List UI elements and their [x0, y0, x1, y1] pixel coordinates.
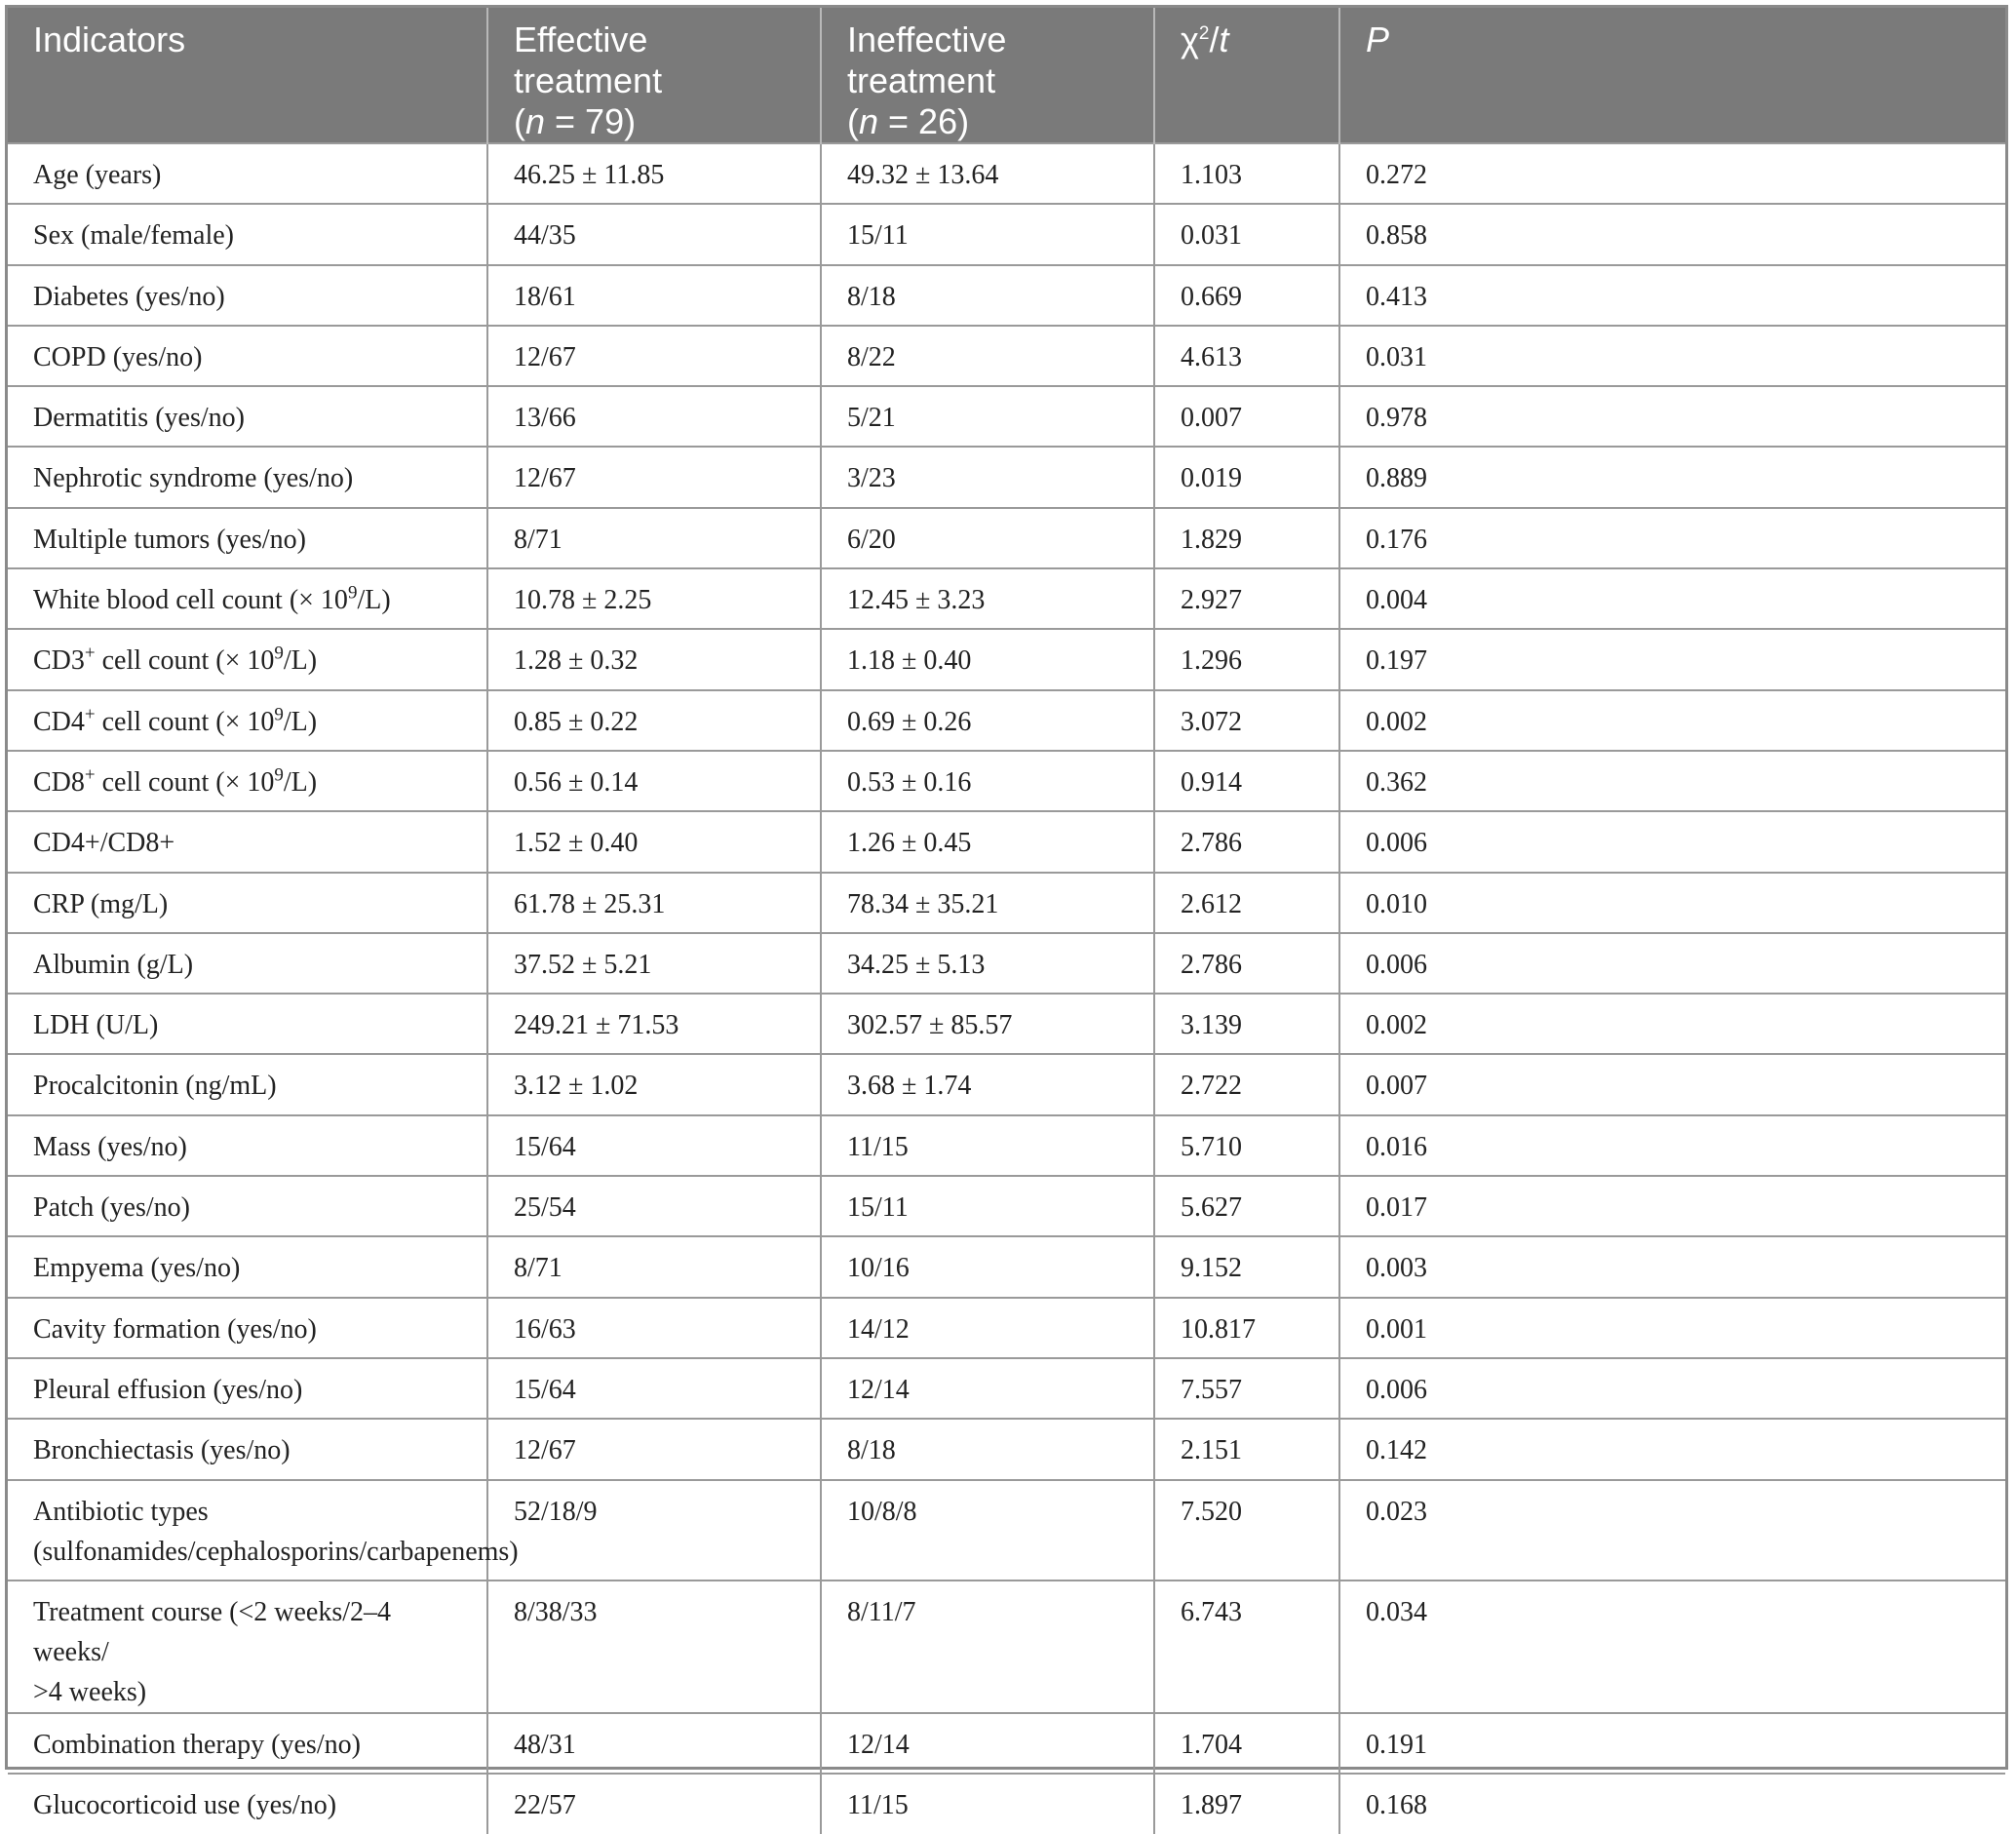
- cell-p-value: 0.006: [1339, 1358, 2005, 1419]
- cell-indicator: Albumin (g/L): [8, 933, 487, 994]
- cell-statistic: 0.669: [1154, 265, 1339, 326]
- cell-ineffective: 8/18: [821, 1419, 1154, 1479]
- data-table-container: [5, 5, 2008, 1820]
- cell-indicator: Combination therapy (yes/no): [8, 1713, 487, 1774]
- table-row: [8, 690, 2005, 751]
- cell-indicator: Sex (male/female): [8, 204, 487, 264]
- cell-effective: 8/71: [487, 1236, 821, 1297]
- cell-indicator: Nephrotic syndrome (yes/no): [8, 447, 487, 507]
- cell-ineffective: 6/20: [821, 508, 1154, 568]
- cell-effective: 18/61: [487, 265, 821, 326]
- cell-statistic: 7.557: [1154, 1358, 1339, 1419]
- cell-p-value: 0.889: [1339, 447, 2005, 507]
- table-body: [8, 143, 2005, 1834]
- table-row: [8, 1236, 2005, 1297]
- cell-statistic: 0.031: [1154, 204, 1339, 264]
- cell-ineffective: 11/15: [821, 1774, 1154, 1834]
- table-row: [8, 1176, 2005, 1236]
- cell-effective: 48/31: [487, 1713, 821, 1774]
- cell-indicator: CD4+ cell count (× $10^9/L$): [8, 690, 487, 751]
- header-effective-treatment: Effective treatment (n = 79): [487, 8, 821, 143]
- table-row: [8, 933, 2005, 994]
- cell-statistic: 0.914: [1154, 751, 1339, 811]
- cell-p-value: 0.010: [1339, 873, 2005, 933]
- cell-effective: 37.52 ± 5.21: [487, 933, 821, 994]
- table-row: [8, 1115, 2005, 1176]
- cell-effective: 12/67: [487, 326, 821, 386]
- cell-ineffective: 49.32 ± 13.64: [821, 143, 1154, 204]
- cell-effective: 15/64: [487, 1115, 821, 1176]
- cell-p-value: 0.004: [1339, 568, 2005, 629]
- cell-ineffective: 14/12: [821, 1298, 1154, 1358]
- cell-effective: 8/71: [487, 508, 821, 568]
- cell-statistic: 1.296: [1154, 629, 1339, 689]
- table-row: [8, 568, 2005, 629]
- cell-p-value: 0.017: [1339, 1176, 2005, 1236]
- header-ineffective-treatment: Ineffective treatment (n = 26): [821, 8, 1154, 143]
- table-row: [8, 1774, 2005, 1834]
- cell-indicator: Bronchiectasis (yes/no): [8, 1419, 487, 1479]
- cell-indicator: White blood cell count (× $10^9/L$): [8, 568, 487, 629]
- cell-ineffective: 12/14: [821, 1358, 1154, 1419]
- header-row: [8, 8, 2005, 143]
- cell-p-value: 0.023: [1339, 1480, 2005, 1580]
- cell-indicator: Diabetes (yes/no): [8, 265, 487, 326]
- cell-statistic: 2.786: [1154, 933, 1339, 994]
- cell-indicator: Multiple tumors (yes/no): [8, 508, 487, 568]
- cell-ineffective: 10/16: [821, 1236, 1154, 1297]
- cell-p-value: 0.197: [1339, 629, 2005, 689]
- cell-ineffective: 78.34 ± 35.21: [821, 873, 1154, 933]
- cell-ineffective: 15/11: [821, 204, 1154, 264]
- cell-statistic: 6.743: [1154, 1580, 1339, 1713]
- cell-effective: 1.28 ± 0.32: [487, 629, 821, 689]
- cell-statistic: 0.007: [1154, 386, 1339, 447]
- cell-indicator: Treatment course (<2 weeks/2–4 weeks/ >4 weeks): [8, 1580, 487, 1713]
- cell-indicator: Pleural effusion (yes/no): [8, 1358, 487, 1419]
- cell-indicator: CRP (mg/L): [8, 873, 487, 933]
- cell-ineffective: 302.57 ± 85.57: [821, 994, 1154, 1054]
- cell-indicator: Mass (yes/no): [8, 1115, 487, 1176]
- cell-p-value: 0.142: [1339, 1419, 2005, 1479]
- cell-p-value: 0.858: [1339, 204, 2005, 264]
- header-statistic: $\chi^2/t$: [1154, 8, 1339, 143]
- cell-ineffective: 5/21: [821, 386, 1154, 447]
- cell-effective: 3.12 ± 1.02: [487, 1054, 821, 1114]
- cell-statistic: 2.927: [1154, 568, 1339, 629]
- cell-indicator: Glucocorticoid use (yes/no): [8, 1774, 487, 1834]
- table-row: [8, 1358, 2005, 1419]
- cell-effective: 8/38/33: [487, 1580, 821, 1713]
- table-row: [8, 994, 2005, 1054]
- cell-p-value: 0.176: [1339, 508, 2005, 568]
- cell-effective: 52/18/9: [487, 1480, 821, 1580]
- cell-statistic: 9.152: [1154, 1236, 1339, 1297]
- cell-statistic: 1.103: [1154, 143, 1339, 204]
- cell-effective: 249.21 ± 71.53: [487, 994, 821, 1054]
- cell-indicator: Procalcitonin (ng/mL): [8, 1054, 487, 1114]
- cell-ineffective: 8/18: [821, 265, 1154, 326]
- cell-effective: 0.56 ± 0.14: [487, 751, 821, 811]
- cell-p-value: 0.007: [1339, 1054, 2005, 1114]
- table-row: [8, 751, 2005, 811]
- cell-statistic: 1.829: [1154, 508, 1339, 568]
- table-row: [8, 1480, 2005, 1580]
- cell-p-value: 0.006: [1339, 811, 2005, 872]
- cell-effective: 46.25 ± 11.85: [487, 143, 821, 204]
- cell-effective: 0.85 ± 0.22: [487, 690, 821, 751]
- cell-indicator: CD4+/CD8+: [8, 811, 487, 872]
- cell-ineffective: 3/23: [821, 447, 1154, 507]
- cell-p-value: 0.191: [1339, 1713, 2005, 1774]
- cell-ineffective: 15/11: [821, 1176, 1154, 1236]
- cell-indicator: Patch (yes/no): [8, 1176, 487, 1236]
- cell-p-value: 0.016: [1339, 1115, 2005, 1176]
- cell-ineffective: 8/22: [821, 326, 1154, 386]
- cell-p-value: 0.003: [1339, 1236, 2005, 1297]
- table-row: [8, 265, 2005, 326]
- cell-effective: 13/66: [487, 386, 821, 447]
- cell-ineffective: 1.18 ± 0.40: [821, 629, 1154, 689]
- cell-effective: 12/67: [487, 1419, 821, 1479]
- cell-statistic: 4.613: [1154, 326, 1339, 386]
- cell-effective: 44/35: [487, 204, 821, 264]
- table-row: [8, 447, 2005, 507]
- cell-indicator: Cavity formation (yes/no): [8, 1298, 487, 1358]
- table-row: [8, 1054, 2005, 1114]
- cell-p-value: 0.362: [1339, 751, 2005, 811]
- cell-indicator: Dermatitis (yes/no): [8, 386, 487, 447]
- table-row: [8, 1580, 2005, 1713]
- cell-effective: 16/63: [487, 1298, 821, 1358]
- table-row: [8, 204, 2005, 264]
- cell-statistic: 5.627: [1154, 1176, 1339, 1236]
- cell-effective: 61.78 ± 25.31: [487, 873, 821, 933]
- cell-indicator: CD8+ cell count (× $10^9/L$): [8, 751, 487, 811]
- header-indicators: Indicators: [8, 8, 487, 143]
- header-p-value: P: [1339, 8, 2005, 143]
- cell-statistic: 3.072: [1154, 690, 1339, 751]
- cell-indicator: COPD (yes/no): [8, 326, 487, 386]
- cell-p-value: 0.978: [1339, 386, 2005, 447]
- cell-effective: 15/64: [487, 1358, 821, 1419]
- cell-p-value: 0.002: [1339, 690, 2005, 751]
- cell-indicator: LDH (U/L): [8, 994, 487, 1054]
- table-row: [8, 508, 2005, 568]
- cell-statistic: 10.817: [1154, 1298, 1339, 1358]
- cell-p-value: 0.006: [1339, 933, 2005, 994]
- cell-indicator: Age (years): [8, 143, 487, 204]
- comparison-table: [8, 8, 2005, 1834]
- cell-statistic: 0.019: [1154, 447, 1339, 507]
- table-row: [8, 1298, 2005, 1358]
- cell-p-value: 0.002: [1339, 994, 2005, 1054]
- cell-p-value: 0.272: [1339, 143, 2005, 204]
- cell-p-value: 0.034: [1339, 1580, 2005, 1713]
- cell-statistic: 2.786: [1154, 811, 1339, 872]
- table-row: [8, 629, 2005, 689]
- table-row: [8, 143, 2005, 204]
- cell-effective: 10.78 ± 2.25: [487, 568, 821, 629]
- cell-ineffective: 1.26 ± 0.45: [821, 811, 1154, 872]
- cell-ineffective: 0.69 ± 0.26: [821, 690, 1154, 751]
- cell-p-value: 0.001: [1339, 1298, 2005, 1358]
- cell-p-value: 0.031: [1339, 326, 2005, 386]
- cell-statistic: 7.520: [1154, 1480, 1339, 1580]
- cell-statistic: 1.704: [1154, 1713, 1339, 1774]
- cell-ineffective: 10/8/8: [821, 1480, 1154, 1580]
- cell-p-value: 0.168: [1339, 1774, 2005, 1834]
- cell-ineffective: 34.25 ± 5.13: [821, 933, 1154, 994]
- cell-ineffective: 12.45 ± 3.23: [821, 568, 1154, 629]
- cell-effective: 12/67: [487, 447, 821, 507]
- table-row: [8, 811, 2005, 872]
- table-row: [8, 1713, 2005, 1774]
- cell-indicator: Antibiotic types (sulfonamides/cephalosporins/carbapenems): [8, 1480, 487, 1580]
- cell-statistic: 2.612: [1154, 873, 1339, 933]
- cell-indicator: Empyema (yes/no): [8, 1236, 487, 1297]
- cell-statistic: 1.897: [1154, 1774, 1339, 1834]
- cell-ineffective: 0.53 ± 0.16: [821, 751, 1154, 811]
- cell-statistic: 5.710: [1154, 1115, 1339, 1176]
- table-row: [8, 326, 2005, 386]
- cell-ineffective: 11/15: [821, 1115, 1154, 1176]
- table-row: [8, 386, 2005, 447]
- table-row: [8, 1419, 2005, 1479]
- cell-effective: 1.52 ± 0.40: [487, 811, 821, 872]
- cell-effective: 22/57: [487, 1774, 821, 1834]
- cell-ineffective: 3.68 ± 1.74: [821, 1054, 1154, 1114]
- cell-statistic: 2.722: [1154, 1054, 1339, 1114]
- cell-statistic: 2.151: [1154, 1419, 1339, 1479]
- cell-p-value: 0.413: [1339, 265, 2005, 326]
- cell-ineffective: 12/14: [821, 1713, 1154, 1774]
- table-header: [8, 8, 2005, 143]
- cell-effective: 25/54: [487, 1176, 821, 1236]
- cell-ineffective: 8/11/7: [821, 1580, 1154, 1713]
- table-row: [8, 873, 2005, 933]
- cell-indicator: CD3+ cell count (× $10^9/L$): [8, 629, 487, 689]
- cell-statistic: 3.139: [1154, 994, 1339, 1054]
